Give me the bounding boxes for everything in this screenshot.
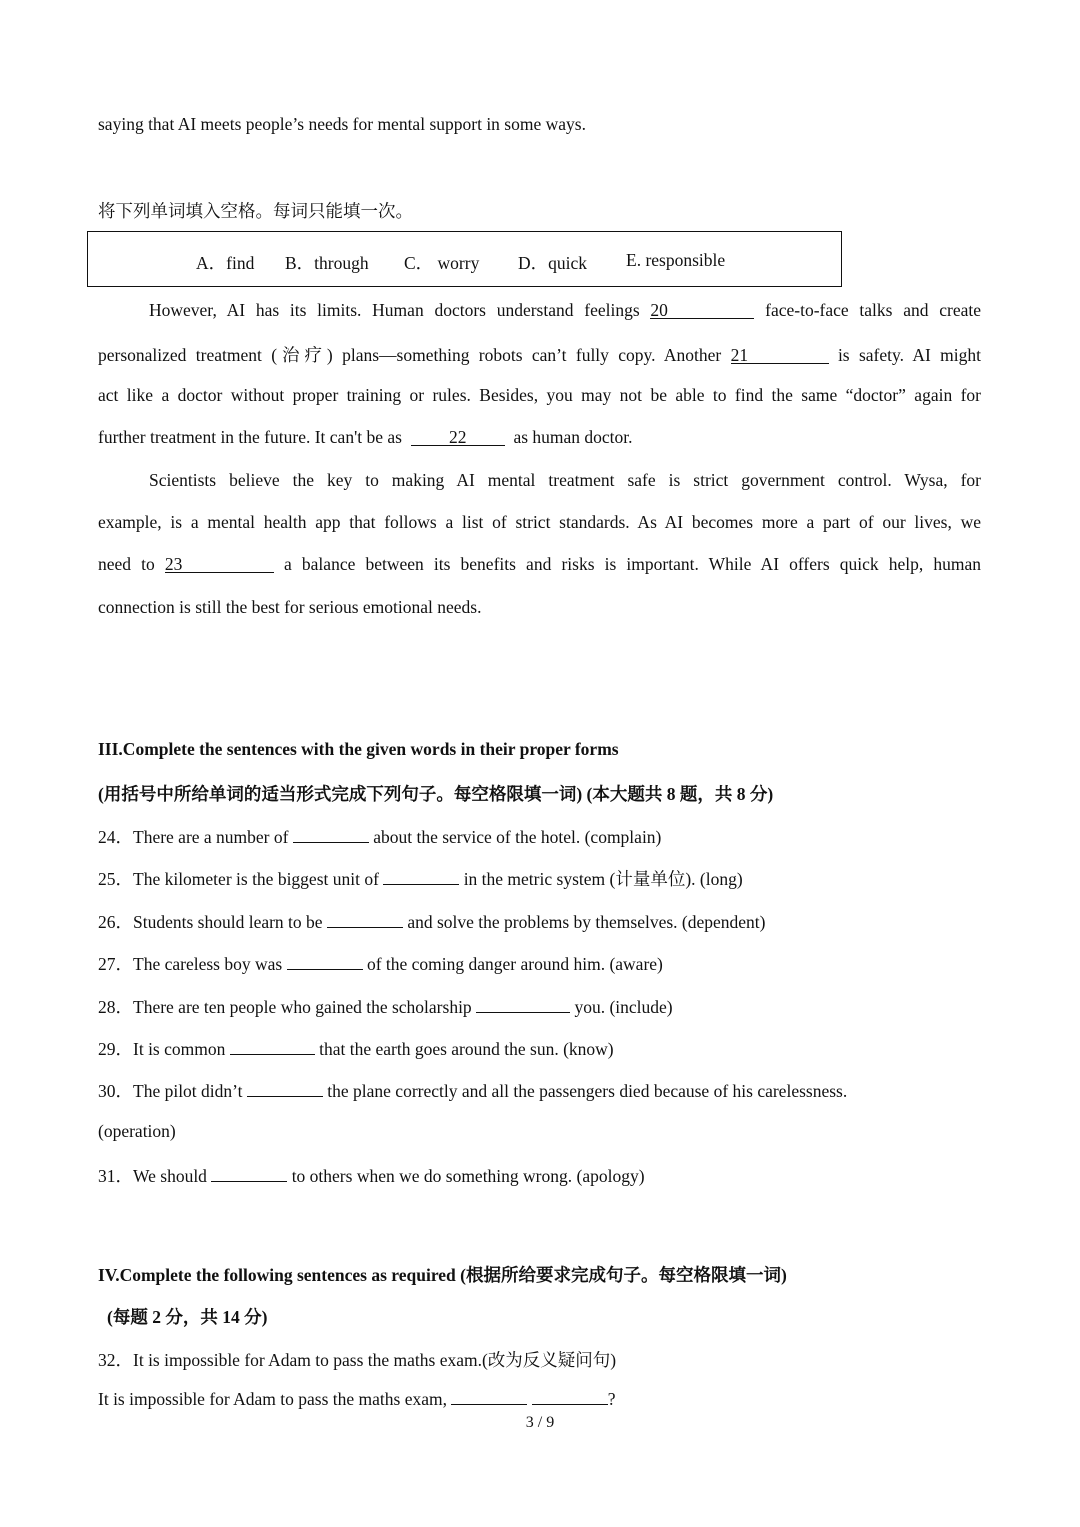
section3-subtitle: (用括号中所给单词的适当形式完成下列句子。每空格限填一词) (本大题共 8 题，共 8 分) — [98, 784, 774, 804]
word-option-b: B．through — [285, 253, 369, 273]
question-29: 29．It is common that the earth goes around the sun. (know) — [98, 1039, 614, 1059]
blank-23[interactable]: 23 — [165, 556, 274, 573]
para2-line1: Scientists believe the key to making AI mental treatment safe is strict government control. Wysa, for — [149, 470, 981, 490]
blank-22[interactable]: 22 — [411, 429, 505, 446]
answer-blank[interactable] — [327, 912, 403, 928]
answer-blank[interactable] — [230, 1039, 315, 1055]
word-option-e: E. responsible — [626, 250, 726, 270]
answer-blank[interactable] — [476, 997, 570, 1013]
page-number: 3 / 9 — [525, 1414, 555, 1431]
blank-20[interactable]: 20 — [650, 302, 754, 319]
question-26: 26．Students should learn to be and solve the problems by themselves. (dependent) — [98, 912, 766, 932]
instruction: 将下列单词填入空格。每词只能填一次。 — [98, 201, 413, 221]
question-31: 31．We should to others when we do something wrong. (apology) — [98, 1166, 645, 1186]
para2-line4: connection is still the best for serious emotional needs. — [98, 597, 482, 617]
blank-21[interactable]: 21 — [731, 347, 829, 364]
word-option-a: A．find — [196, 253, 255, 273]
para2-line3: need to 23 a balance between its benefits and risks is important. While AI offers quick help, human — [98, 554, 982, 574]
question-30: 30．The pilot didn’t the plane correctly and all the passengers died because of his carelessness. — [98, 1081, 848, 1101]
word-bank-box — [87, 231, 842, 287]
para1-line4: further treatment in the future. It can't be as 22 as human doctor. — [98, 427, 633, 447]
section3-title: III.Complete the sentences with the given words in their proper forms — [98, 739, 619, 759]
question-28: 28．There are ten people who gained the scholarship you. (include) — [98, 997, 673, 1017]
word-option-d: D．quick — [518, 253, 588, 273]
section4-title: IV.Complete the following sentences as required (根据所给要求完成句子。每空格限填一词) — [98, 1265, 787, 1285]
answer-blank[interactable] — [211, 1166, 287, 1182]
passage-end-line: saying that AI meets people’s needs for mental support in some ways. — [98, 114, 586, 134]
section4-subtitle: (每题 2 分，共 14 分) — [107, 1307, 268, 1327]
para1-line2: personalized treatment (治疗) plans—something robots can’t fully copy. Another 21 is safety. AI might — [98, 345, 981, 365]
para2-line2: example, is a mental health app that follows a list of strict standards. As AI becomes more a part of our lives, we — [98, 512, 981, 532]
question-24: 24．There are a number of about the service of the hotel. (complain) — [98, 827, 662, 847]
answer-blank[interactable] — [247, 1081, 323, 1097]
word-option-c: C． worry — [404, 253, 480, 273]
para1-line3: act like a doctor without proper training or rules. Besides, you may not be able to find the same “doctor” again for — [98, 385, 981, 405]
answer-blank[interactable] — [383, 869, 459, 885]
question-27: 27．The careless boy was of the coming danger around him. (aware) — [98, 954, 663, 974]
answer-blank[interactable] — [287, 954, 363, 970]
question-32-answer: It is impossible for Adam to pass the maths exam, ? — [98, 1389, 616, 1409]
answer-blank[interactable] — [532, 1389, 608, 1405]
para1-line1: However, AI has its limits. Human doctors understand feelings 20 face-to-face talks and create — [149, 300, 981, 320]
question-32: 32．It is impossible for Adam to pass the maths exam.(改为反义疑问句) — [98, 1350, 617, 1370]
answer-blank[interactable] — [293, 827, 369, 843]
answer-blank[interactable] — [451, 1389, 527, 1405]
question-25: 25．The kilometer is the biggest unit of in the metric system (计量单位). (long) — [98, 869, 743, 889]
question-30-continued: (operation) — [98, 1121, 176, 1141]
